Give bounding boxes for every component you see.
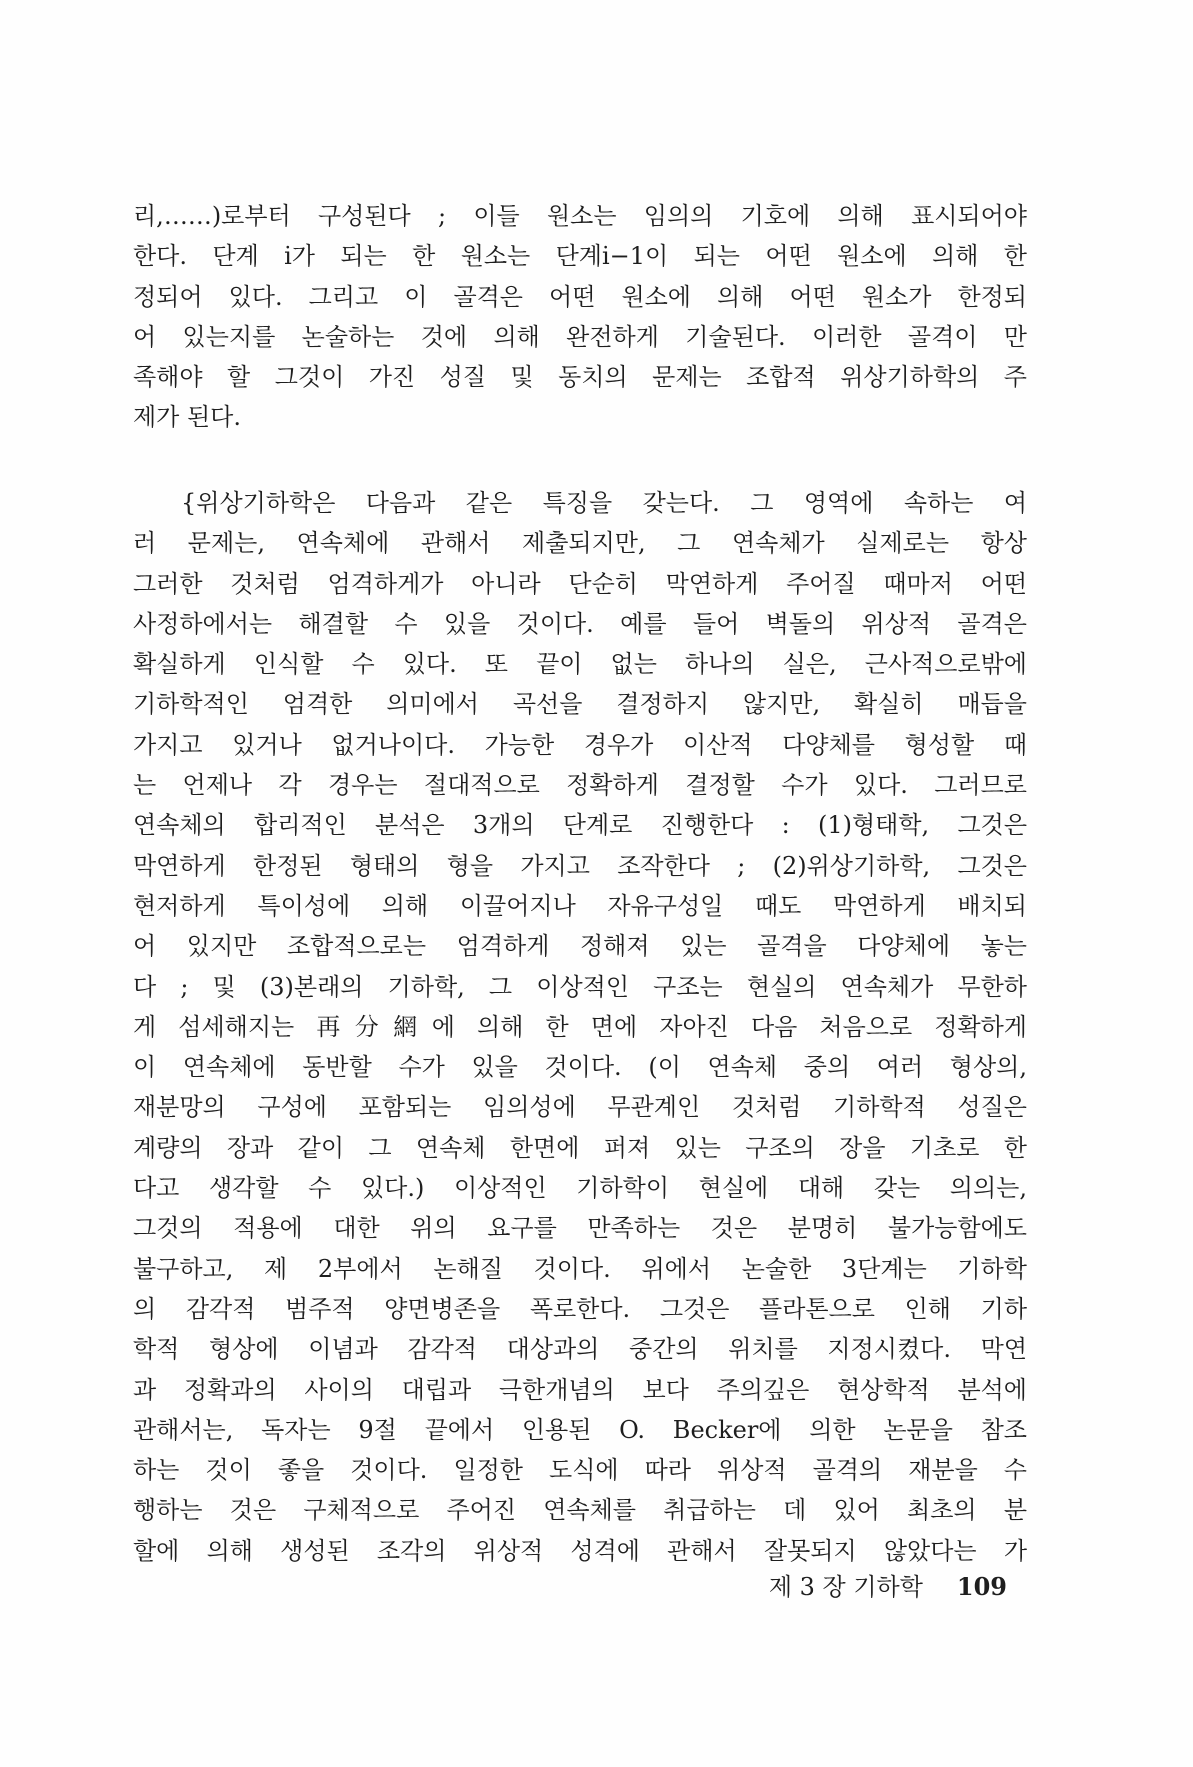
text-line: 다고 생각할 수 있다.) 이상적인 기하학이 현실에 대해 갖는 의의는,: [133, 1174, 1027, 1203]
page-number: 109: [956, 1572, 1007, 1601]
text-line: 불구하고, 제 2부에서 논해질 것이다. 위에서 논술한 3단계는 기하학: [133, 1254, 1027, 1283]
paragraph-2: [133, 483, 1027, 1571]
text-line: 할에 의해 생성된 조각의 위상적 성격에 관해서 잘못되지 않았다는 가: [133, 1536, 1027, 1565]
text-line: 그러한 것처럼 엄격하게가 아니라 단순히 막연하게 주어질 때마저 어떤: [133, 569, 1027, 598]
text-line: 그것의 적용에 대한 위의 요구를 만족하는 것은 분명히 불가능함에도: [133, 1214, 1027, 1243]
text-line: 한다. 단계 i가 되는 한 원소는 단계i−1이 되는 어떤 원소에 의해 한: [133, 242, 1027, 271]
page-footer: [0, 1571, 1007, 1603]
text-line: 과 정확과의 사이의 대립과 극한개념의 보다 주의깊은 현상학적 분석에: [133, 1375, 1027, 1404]
paragraph-1: [133, 196, 1027, 438]
text-line: {위상기하학은 다음과 같은 특징을 갖는다. 그 영역에 속하는 여: [181, 489, 1027, 517]
text-line: 학적 형상에 이념과 감각적 대상과의 중간의 위치를 지정시켰다. 막연: [133, 1335, 1027, 1364]
text-line: 사정하에서는 해결할 수 있을 것이다. 예를 들어 벽돌의 위상적 골격은: [133, 609, 1027, 638]
text-line: 재분망의 구성에 포함되는 임의성에 무관계인 것처럼 기하학적 성질은: [133, 1093, 1027, 1122]
text-line: 어 있지만 조합적으로는 엄격하게 정해져 있는 골격을 다양체에 놓는: [133, 932, 1027, 961]
text-line: 족해야 할 그것이 가진 성질 및 동치의 문제는 조합적 위상기하학의 주: [133, 363, 1027, 392]
text-line: 어 있는지를 논술하는 것에 의해 완전하게 기술된다. 이러한 골격이 만: [133, 322, 1027, 351]
text-line: 현저하게 특이성에 의해 이끌어지나 자유구성일 때도 막연하게 배치되: [133, 891, 1027, 920]
text-line: 다 ; 및 (3)본래의 기하학, 그 이상적인 구조는 현실의 연속체가 무한하: [133, 972, 1027, 1001]
text-line: 리,……)로부터 구성된다 ; 이들 원소는 임의의 기호에 의해 표시되어야: [133, 202, 1027, 230]
text-line: 계량의 장과 같이 그 연속체 한면에 퍼져 있는 구조의 장을 기초로 한: [133, 1133, 1027, 1162]
text-line: 막연하게 한정된 형태의 형을 가지고 조작한다 ; (2)위상기하학, 그것은: [133, 851, 1027, 880]
text-line: 제가 된다.: [133, 403, 241, 432]
text-line: 정되어 있다. 그리고 이 골격은 어떤 원소에 의해 어떤 원소가 한정되: [133, 282, 1027, 311]
text-line: 는 언제나 각 경우는 절대적으로 정확하게 결정할 수가 있다. 그러므로: [133, 771, 1027, 800]
text-line: 확실하게 인식할 수 있다. 또 끝이 없는 하나의 실은, 근사적으로밖에: [133, 650, 1027, 679]
text-line: 행하는 것은 구체적으로 주어진 연속체를 취급하는 데 있어 최초의 분: [133, 1496, 1027, 1525]
text-line: 하는 것이 좋을 것이다. 일정한 도식에 따라 위상적 골격의 재분을 수: [133, 1456, 1027, 1485]
text-line: 연속체의 합리적인 분석은 3개의 단계로 진행한다 : (1)형태학, 그것은: [133, 811, 1027, 840]
text-line: 관해서는, 독자는 9절 끝에서 인용된 O. Becker에 의한 논문을 참조: [133, 1415, 1027, 1444]
text-line: 이 연속체에 동반할 수가 있을 것이다. (이 연속체 중의 여러 형상의,: [133, 1053, 1027, 1082]
text-line: 러 문제는, 연속체에 관해서 제출되지만, 그 연속체가 실제로는 항상: [133, 529, 1027, 558]
text-line: 가지고 있거나 없거나이다. 가능한 경우가 이산적 다양체를 형성할 때: [133, 730, 1027, 759]
text-line: 게 섬세해지는 再分網에 의해 한 면에 자아진 다음 처음으로 정확하게: [133, 1012, 1027, 1041]
chapter-title: 제 3 장 기하학: [768, 1573, 923, 1601]
text-line: 의 감각적 범주적 양면병존을 폭로한다. 그것은 플라톤으로 인해 기하: [133, 1294, 1027, 1323]
text-line: 기하학적인 엄격한 의미에서 곡선을 결정하지 않지만, 확실히 매듭을: [133, 690, 1027, 719]
